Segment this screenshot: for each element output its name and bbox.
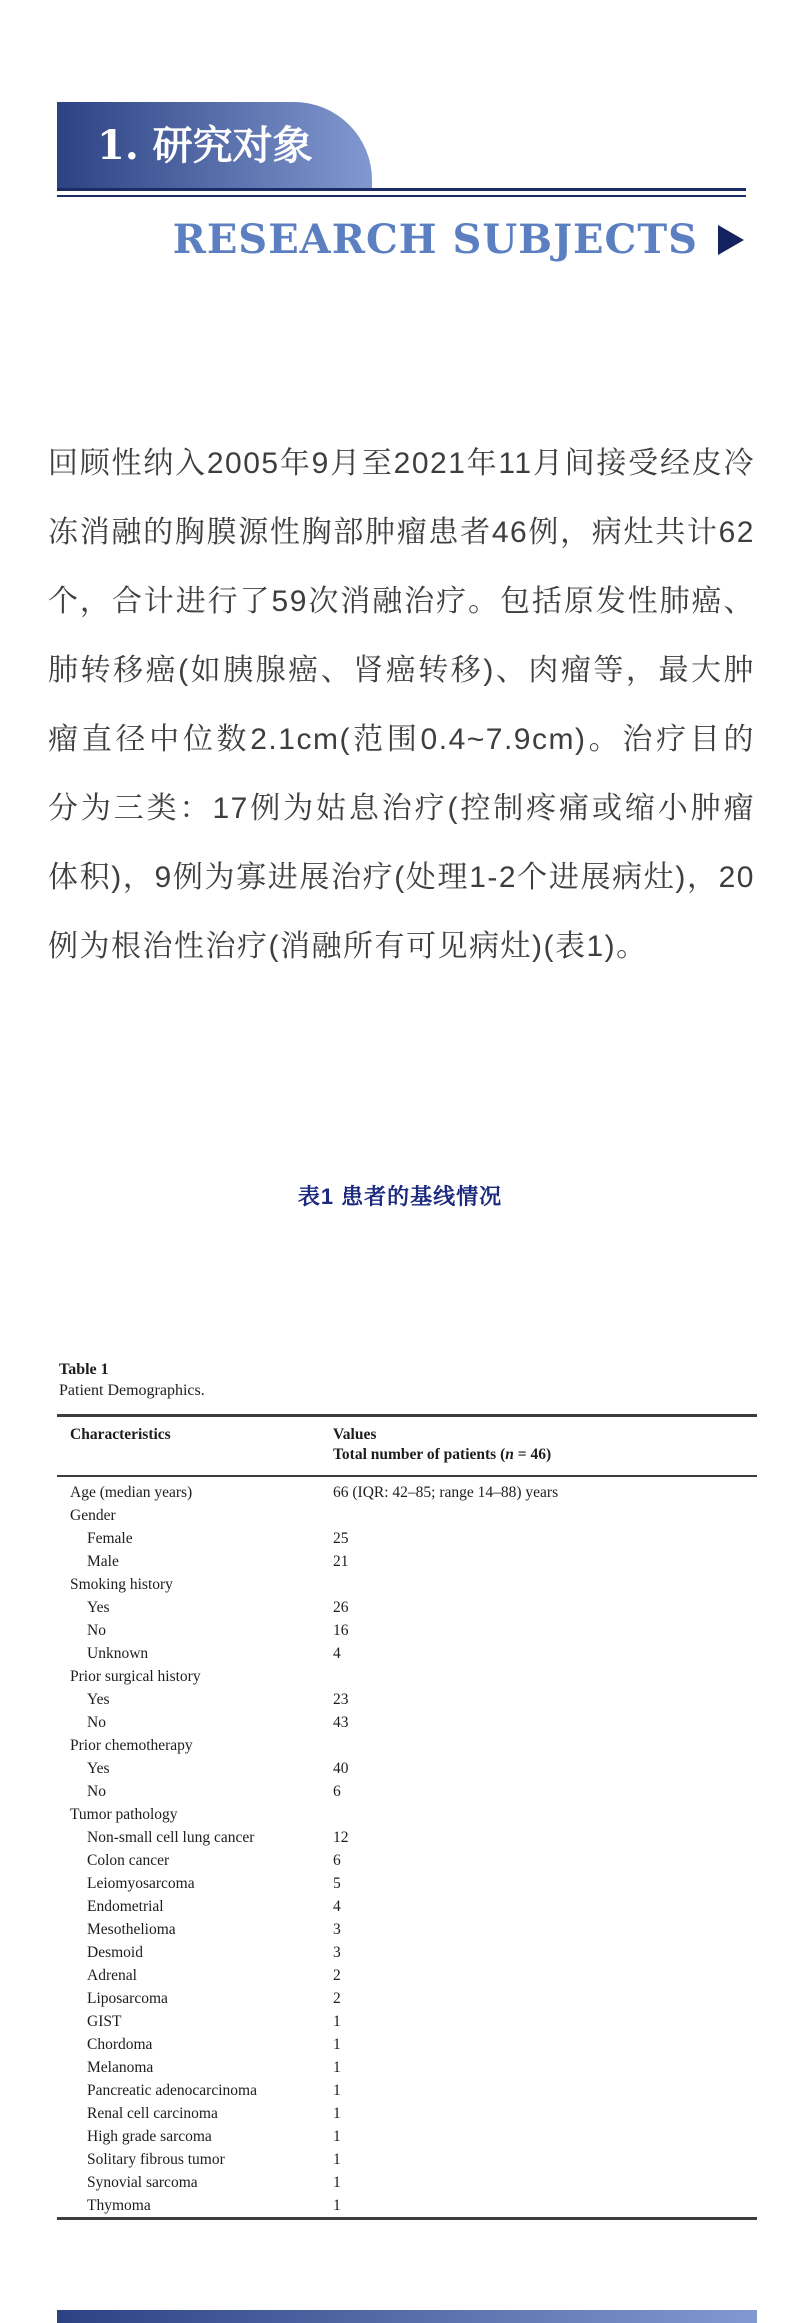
row-label: Synovial sarcoma — [87, 2174, 198, 2191]
divider-line-thick — [57, 188, 746, 191]
row-value: 6 — [333, 1852, 341, 1869]
table-row — [57, 1964, 757, 1987]
row-value: 1 — [333, 2197, 341, 2214]
row-value: 2 — [333, 1967, 341, 1984]
row-value — [320, 1573, 757, 1596]
row-value: 23 — [333, 1691, 349, 1708]
row-value: 12 — [333, 1829, 349, 1846]
row-label: No — [87, 1714, 106, 1731]
table-row — [57, 1481, 757, 1504]
divider-line-thin — [57, 195, 746, 197]
row-label: Smoking history — [70, 1576, 173, 1593]
row-label: No — [87, 1622, 106, 1639]
table-row — [57, 1688, 757, 1711]
row-label: Prior surgical history — [70, 1668, 201, 1685]
table-bottom-rule — [57, 2217, 757, 2220]
table-row — [57, 2056, 757, 2079]
table-row — [57, 1734, 757, 1757]
column-header-values — [320, 1425, 757, 1465]
row-label: Age (median years) — [70, 1484, 193, 1501]
row-value — [320, 1504, 757, 1527]
table-row — [57, 2010, 757, 2033]
row-value: 3 — [333, 1944, 341, 1961]
row-value: 40 — [333, 1760, 349, 1777]
table-row — [57, 1619, 757, 1642]
row-value: 26 — [333, 1599, 349, 1616]
table-row — [57, 2102, 757, 2125]
row-label: Non-small cell lung cancer — [87, 1829, 255, 1846]
values-header-line2: Total number of patients (n = 46) — [333, 1446, 552, 1463]
row-value: 3 — [333, 1921, 341, 1938]
row-label: Melanoma — [87, 2059, 154, 2076]
row-value: 4 — [333, 1898, 341, 1915]
row-label: Prior chemotherapy — [70, 1737, 193, 1754]
row-value: 1 — [333, 2036, 341, 2053]
row-label: Mesothelioma — [87, 1921, 176, 1938]
table-row — [57, 1872, 757, 1895]
table-row — [57, 2148, 757, 2171]
row-label: Liposarcoma — [87, 1990, 168, 2007]
row-label: Gender — [70, 1507, 116, 1524]
table-row — [57, 2125, 757, 2148]
row-value: 1 — [333, 2105, 341, 2122]
row-label: Renal cell carcinoma — [87, 2105, 218, 2122]
table-row — [57, 1504, 757, 1527]
row-value: 1 — [333, 2059, 341, 2076]
table-subtitle: Patient Demographics. — [59, 1382, 205, 1399]
row-value: 1 — [333, 2082, 341, 2099]
row-value: 1 — [333, 2013, 341, 2030]
row-value: 4 — [333, 1645, 341, 1662]
table-row — [57, 1550, 757, 1573]
row-value: 25 — [333, 1530, 349, 1547]
row-value: 1 — [333, 2151, 341, 2168]
table-row — [57, 2194, 757, 2217]
values-header-line1: Values — [333, 1426, 377, 1443]
row-value — [320, 1665, 757, 1688]
table-figure — [57, 1360, 757, 2220]
row-label: Yes — [87, 1599, 110, 1616]
table-header-row — [57, 1417, 757, 1475]
table-row — [57, 1941, 757, 1964]
row-label: Colon cancer — [87, 1852, 170, 1869]
row-label: Pancreatic adenocarcinoma — [87, 2082, 257, 2099]
table-row — [57, 1757, 757, 1780]
table-row — [57, 1849, 757, 1872]
row-value: 5 — [333, 1875, 341, 1892]
row-value — [320, 1734, 757, 1757]
row-value: 43 — [333, 1714, 349, 1731]
table-row — [57, 1596, 757, 1619]
table-row — [57, 1665, 757, 1688]
row-value: 21 — [333, 1553, 349, 1570]
table1-caption: 表1 患者的基线情况 — [297, 1184, 503, 1209]
row-value: 16 — [333, 1622, 349, 1639]
table-row — [57, 1803, 757, 1826]
row-label: Endometrial — [87, 1898, 164, 1915]
section-subtitle-row — [173, 216, 744, 263]
section-banner — [57, 102, 372, 189]
column-header-characteristics: Characteristics — [70, 1426, 171, 1443]
table-row — [57, 2171, 757, 2194]
row-label: Thymoma — [87, 2197, 151, 2214]
table-rows — [57, 1477, 757, 2217]
row-label: Unknown — [87, 1645, 149, 1662]
row-label: Solitary fibrous tumor — [87, 2151, 225, 2168]
intro-paragraph: 回顾性纳入2005年9月至2021年11月间接受经皮冷冻消融的胸膜源性胸部肿瘤患者46例，病灶共计62个，合计进行了59次消融治疗。包括原发性肺癌、肺转移癌(如胰腺癌、肾癌转移)、肉瘤等，最大肿瘤直径中位数2.1cm(范围0.4~7.9cm)。治疗目的分为三类：17例为姑息治疗(控制疼痛或缩小肿瘤体积)，9例为寡进展治疗(处理1-2个进展病灶)，20例为根治性治疗(消融所有可见病灶)(表1)。 — [48, 447, 755, 963]
table-row — [57, 2079, 757, 2102]
table-title: Table 1 — [59, 1361, 109, 1378]
row-label: Leiomyosarcoma — [87, 1875, 195, 1892]
table-row — [57, 1573, 757, 1596]
row-label: GIST — [87, 2013, 122, 2030]
table-row — [57, 1780, 757, 1803]
row-value: 1 — [333, 2128, 341, 2145]
row-value: 6 — [333, 1783, 341, 1800]
table-row — [57, 1527, 757, 1550]
row-label: No — [87, 1783, 106, 1800]
row-value: 66 (IQR: 42–85; range 14–88) years — [333, 1484, 559, 1501]
row-label: Yes — [87, 1691, 110, 1708]
row-value: 1 — [333, 2174, 341, 2191]
row-label: Yes — [87, 1760, 110, 1777]
table-row — [57, 1895, 757, 1918]
next-section-banner-strip — [57, 2310, 757, 2323]
row-value: 2 — [333, 1990, 341, 2007]
table-row — [57, 2033, 757, 2056]
table-row — [57, 1826, 757, 1849]
row-label: Desmoid — [87, 1944, 143, 1961]
table-row — [57, 1987, 757, 2010]
table-row — [57, 1711, 757, 1734]
section-banner-title: 1. 研究对象 — [97, 122, 313, 169]
row-label: Chordoma — [87, 2036, 153, 2053]
table-row — [57, 1918, 757, 1941]
row-label: Female — [87, 1530, 133, 1547]
research-subjects-heading: RESEARCH SUBJECTS — [172, 216, 698, 263]
row-label: High grade sarcoma — [87, 2128, 212, 2145]
row-label: Male — [87, 1553, 119, 1570]
row-label: Adrenal — [87, 1967, 137, 1984]
row-label: Tumor pathology — [70, 1806, 178, 1823]
play-triangle-icon — [718, 225, 744, 255]
row-value — [320, 1803, 757, 1826]
table-row — [57, 1642, 757, 1665]
